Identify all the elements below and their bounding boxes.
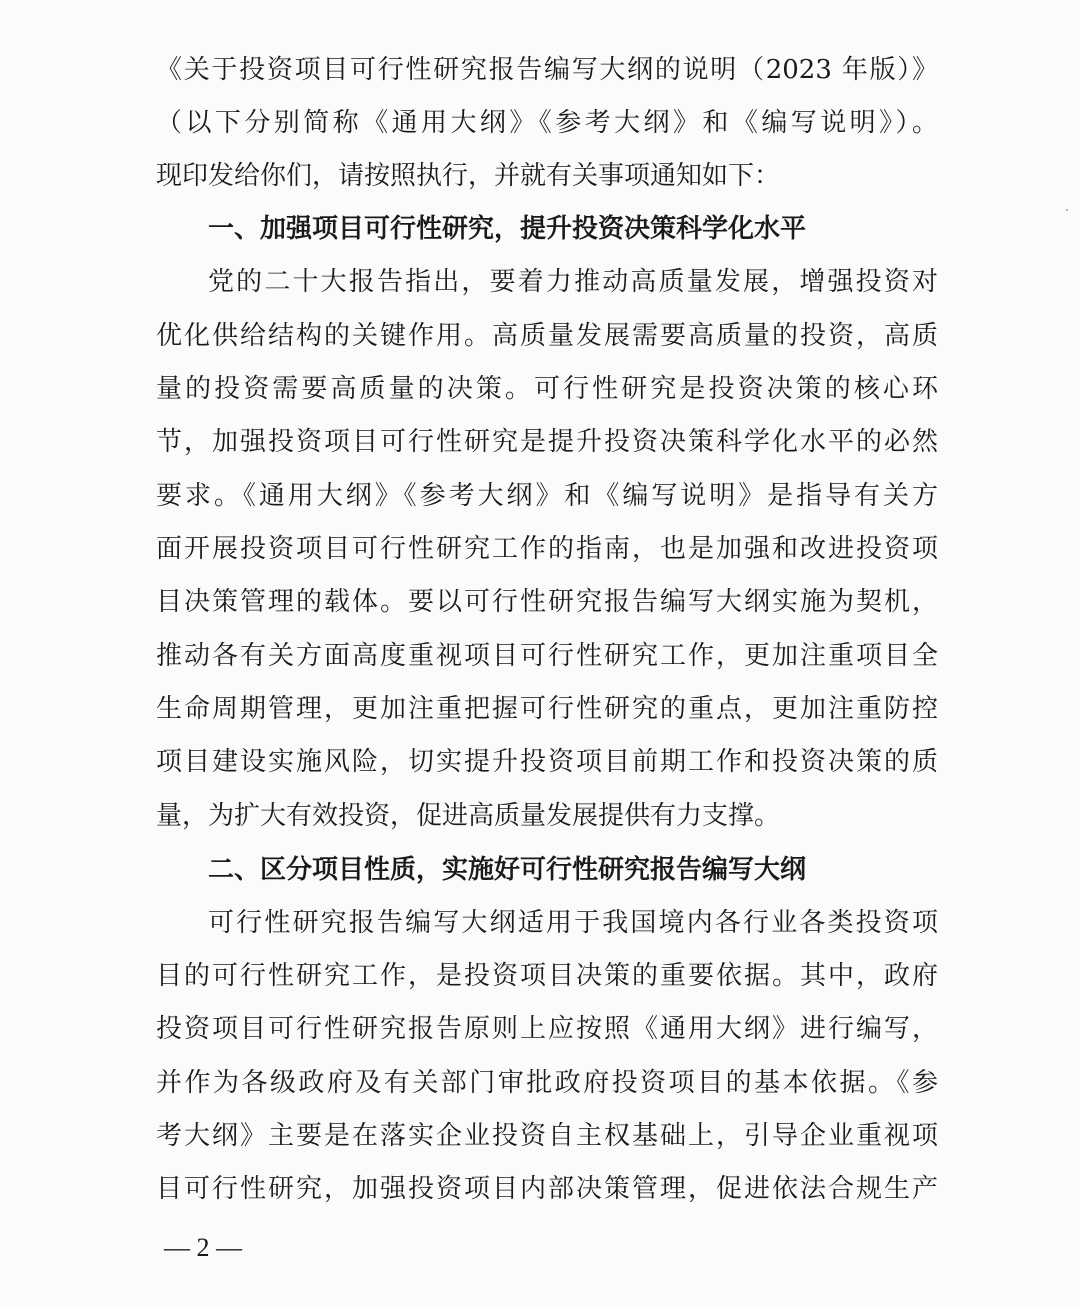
section-heading-2: 二、区分项目性质，实施好可行性研究报告编写大纲	[208, 855, 807, 885]
text-line-17: 可行性研究报告编写大纲适用于我国境内各行业各类投资项	[208, 908, 938, 938]
text-line-7: 量的投资需要高质量的决策。可行性研究是投资决策的核心环	[156, 374, 938, 404]
text-line-12: 推动各有关方面高度重视项目可行性研究工作，更加注重项目全	[156, 641, 938, 671]
text-line-1: 《关于投资项目可行性研究报告编写大纲的说明（2023 年版）》	[156, 55, 938, 85]
text-line-13: 生命周期管理，更加注重把握可行性研究的重点，更加注重防控	[156, 694, 938, 724]
text-line-20: 并作为各级政府及有关部门审批政府投资项目的基本依据。《参	[156, 1068, 938, 1098]
page-number: — 2 —	[164, 1233, 242, 1262]
text-line-5: 党的二十大报告指出，要着力推动高质量发展，增强投资对	[208, 267, 938, 297]
text-line-21: 考大纲》主要是在落实企业投资自主权基础上，引导企业重视项	[156, 1121, 938, 1151]
text-line-10: 面开展投资项目可行性研究工作的指南，也是加强和改进投资项	[156, 534, 938, 564]
text-line-19: 投资项目可行性研究报告原则上应按照《通用大纲》进行编写，	[156, 1014, 938, 1044]
text-line-14: 项目建设实施风险，切实提升投资项目前期工作和投资决策的质	[156, 747, 938, 777]
text-line-22: 目可行性研究，加强投资项目内部决策管理，促进依法合规生产	[156, 1174, 938, 1204]
text-line-11: 目决策管理的载体。要以可行性研究报告编写大纲实施为契机，	[156, 587, 938, 617]
text-line-2: （以下分别简称《通用大纲》《参考大纲》和《编写说明》）。	[156, 108, 938, 138]
section-heading-1: 一、加强项目可行性研究，提升投资决策科学化水平	[208, 214, 807, 244]
text-line-18: 目的可行性研究工作，是投资项目决策的重要依据。其中，政府	[156, 961, 938, 991]
text-line-6: 优化供给结构的关键作用。高质量发展需要高质量的投资，高质	[156, 321, 938, 351]
text-line-9: 要求。《通用大纲》《参考大纲》和《编写说明》是指导有关方	[156, 481, 938, 511]
scan-speck	[1066, 209, 1068, 211]
text-line-15: 量，为扩大有效投资，促进高质量发展提供有力支撑。	[156, 801, 781, 831]
text-line-3: 现印发给你们，请按照执行，并就有关事项通知如下：	[156, 161, 781, 191]
text-line-8: 节，加强投资项目可行性研究是提升投资决策科学化水平的必然	[156, 427, 938, 457]
